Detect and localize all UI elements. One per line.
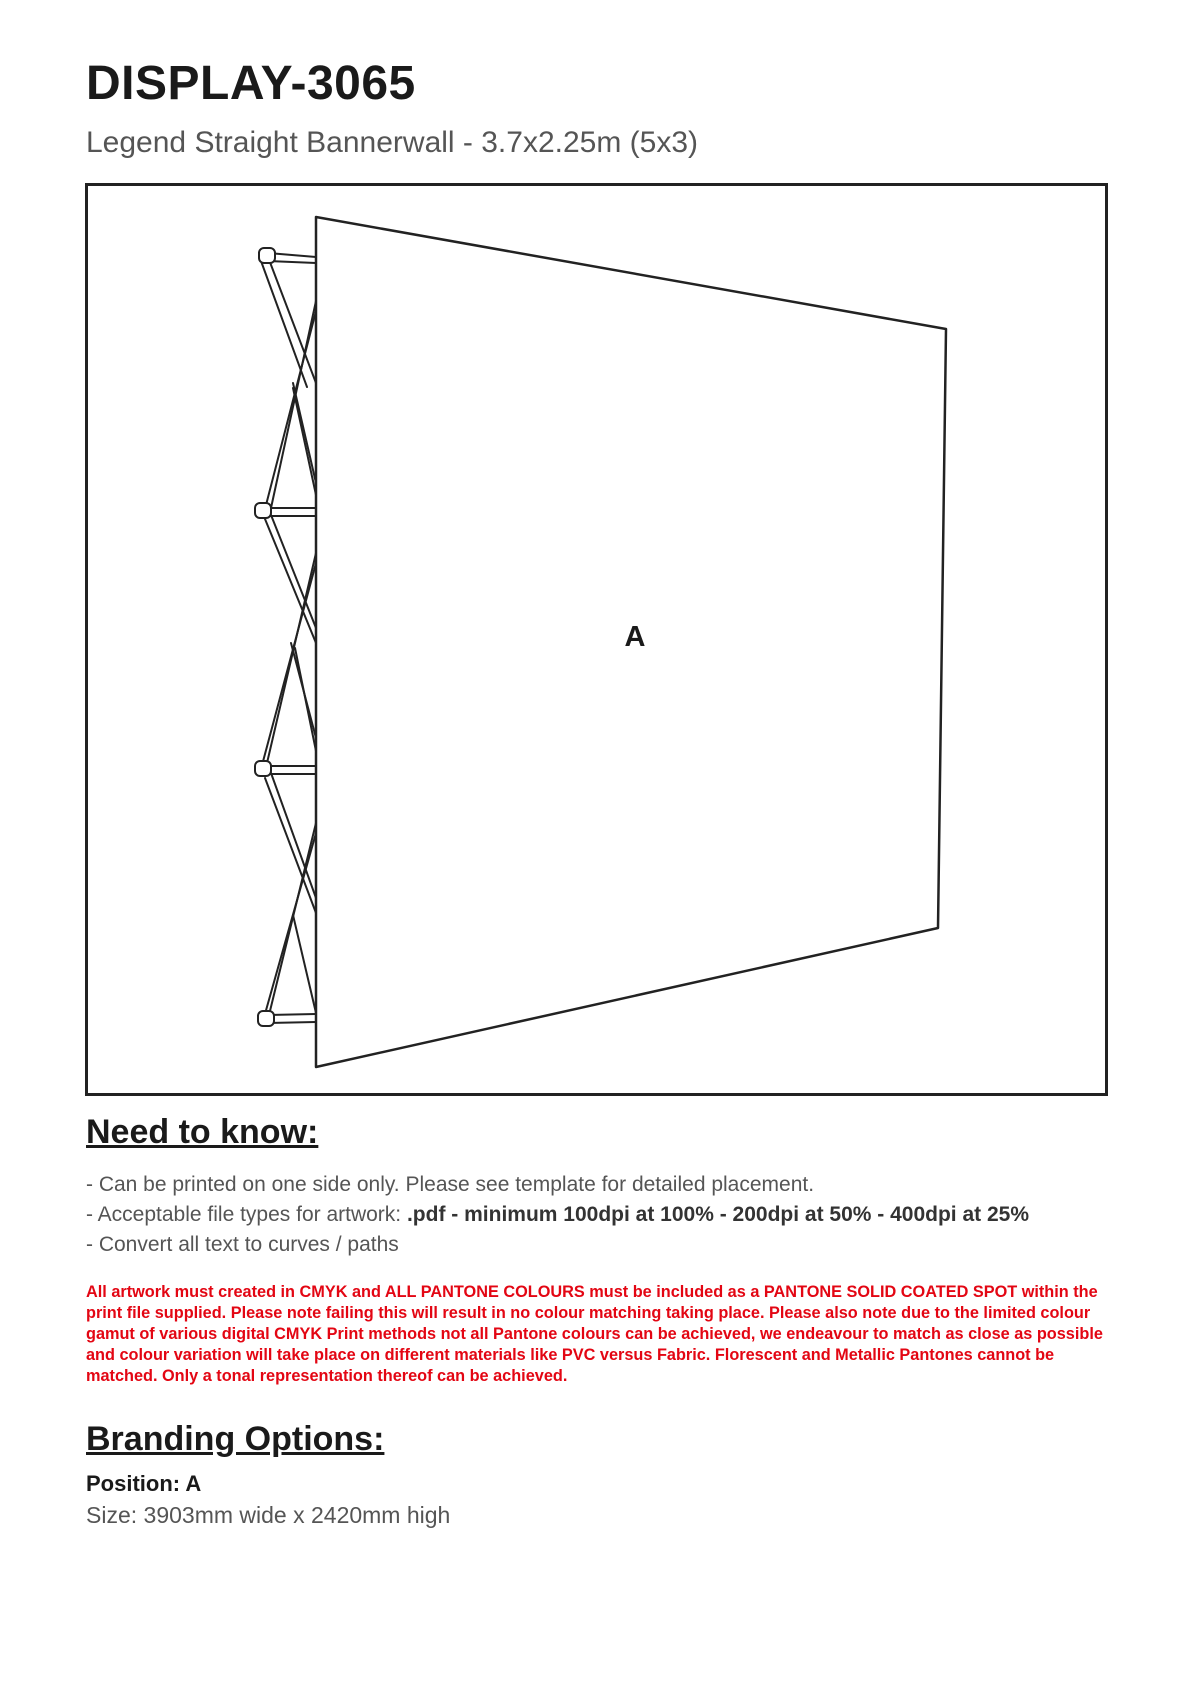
need-to-know-heading: Need to know: <box>86 1113 319 1151</box>
branding-options-heading: Branding Options: <box>86 1420 385 1458</box>
frame-hubs <box>255 248 275 1026</box>
position-size: Size: 3903mm wide x 2420mm high <box>86 1502 451 1528</box>
frame-connectors <box>268 253 316 1023</box>
list-item: - Acceptable file types for artwork: .pdf - minimum 100dpi at 100% - 200dpi at 50% - 400dpi at 25% <box>86 1203 1029 1226</box>
frame-struts <box>261 257 316 1021</box>
product-subtitle: Legend Straight Bannerwall - 3.7x2.25m (5x3) <box>86 126 699 159</box>
page-title: DISPLAY-3065 <box>86 57 416 110</box>
panel-label: A <box>624 621 646 653</box>
list-item: - Convert all text to curves / paths <box>86 1233 399 1256</box>
position-label: Position: A <box>86 1471 202 1496</box>
bannerwall-illustration <box>88 186 1105 1093</box>
file-spec: .pdf - minimum 100dpi at 100% - 200dpi at 50% - 400dpi at 25% <box>406 1203 1029 1226</box>
display-diagram <box>85 183 1108 1096</box>
need-to-know-list <box>86 1170 1029 1260</box>
list-item: - Can be printed on one side only. Please see template for detailed placement. <box>86 1173 815 1196</box>
colour-warning: All artwork must created in CMYK and ALL PANTONE COLOURS must be included as a PANTONE SOLID COATED SPOT within the print file supplied. Please note failing this will result in no colour matching taking place. Please also note due to the limited colour gamut of various digital CMYK Print methods not all Pantone colours can be achieved, we endeavour to match as close as possible and colour variation will take place on different materials like PVC versus Fabric. Florescent and Metallic Pantones cannot be matched. Only a tonal representation thereof can be achieved. <box>86 1283 1103 1385</box>
